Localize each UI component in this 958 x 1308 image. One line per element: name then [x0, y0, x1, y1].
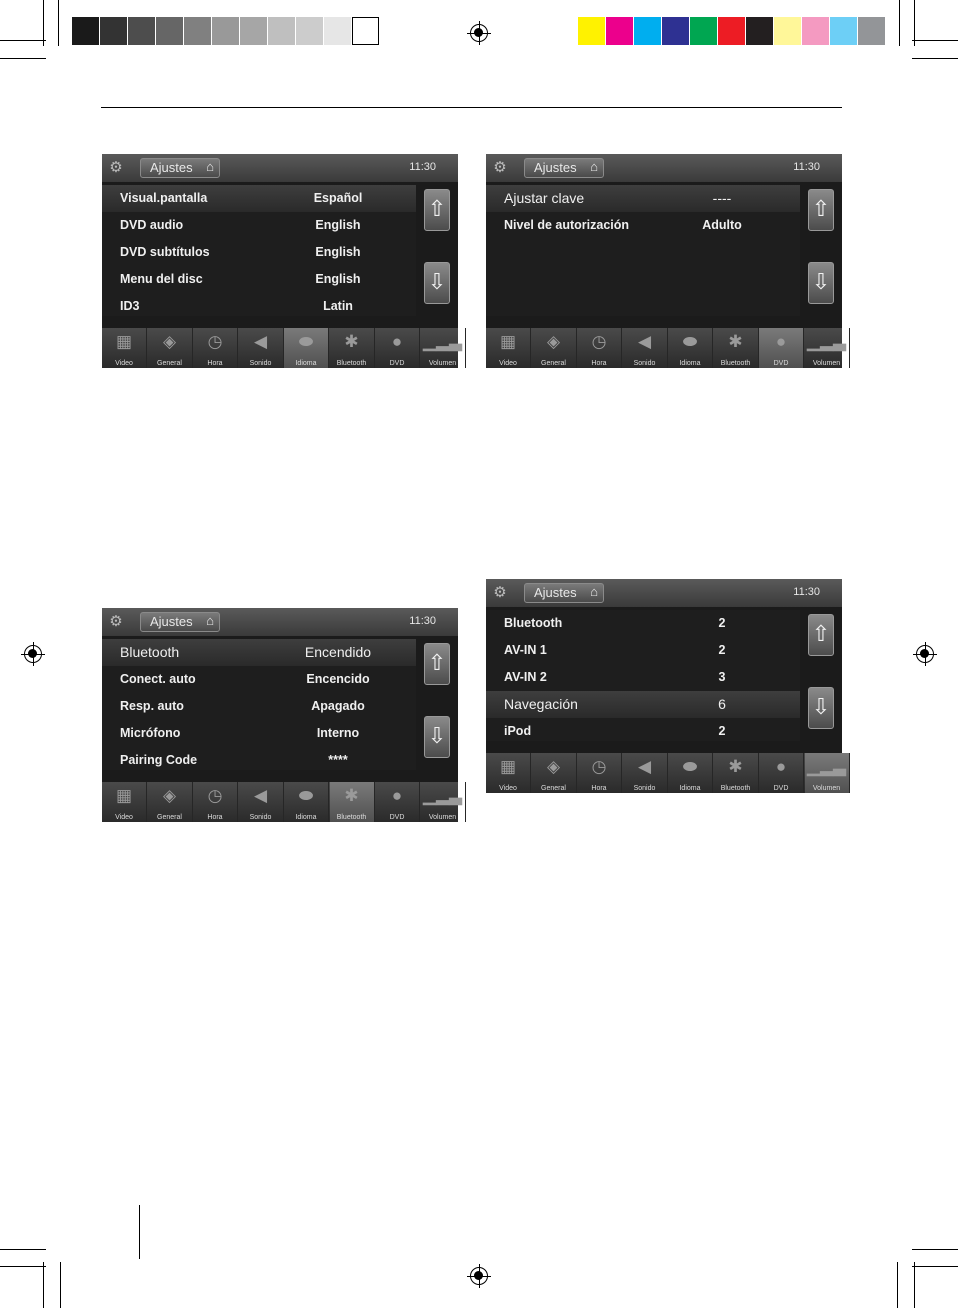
setting-value: English — [315, 245, 361, 259]
video-icon: ▦ — [499, 757, 517, 776]
tab-bluetooth[interactable] — [714, 753, 759, 793]
tab-label: Idioma — [295, 814, 317, 821]
setting-value: Apagado — [311, 699, 365, 713]
list-item[interactable] — [486, 637, 800, 664]
scroll-down-button[interactable]: ⇩ — [424, 716, 450, 758]
registration-mark-icon — [916, 645, 934, 663]
screen-language-settings — [102, 154, 463, 368]
settings-list — [102, 639, 416, 770]
clock-icon: ◷ — [591, 757, 607, 776]
tab-label: General — [157, 360, 182, 367]
speaker-icon: ◀ — [637, 757, 652, 776]
tab-idioma[interactable] — [284, 328, 329, 368]
tab-label: General — [541, 360, 566, 367]
tab-hora[interactable] — [577, 753, 622, 793]
clock-icon: ◷ — [207, 332, 223, 351]
settings-list — [102, 185, 416, 316]
video-icon: ▦ — [115, 786, 133, 805]
setting-value: 2 — [718, 616, 726, 630]
clock-icon: ◷ — [591, 332, 607, 351]
tab-label: Sonido — [633, 360, 656, 367]
tab-sonido[interactable] — [239, 782, 284, 822]
tab-label: DVD — [773, 360, 789, 367]
tab-label: DVD — [389, 814, 405, 821]
settings-tab-bar — [102, 328, 463, 368]
top-bar — [102, 608, 458, 636]
top-bar — [486, 579, 842, 607]
tab-hora[interactable] — [193, 328, 238, 368]
volume-icon: ▁▂▃ — [806, 757, 847, 776]
setting-label: Bluetooth — [504, 616, 563, 630]
list-item[interactable] — [486, 212, 800, 239]
general-icon: ◈ — [162, 332, 177, 351]
color-swatch — [352, 17, 379, 45]
crop-mark — [0, 1266, 46, 1267]
scroll-down-button[interactable]: ⇩ — [808, 262, 834, 304]
color-swatch — [830, 17, 857, 45]
color-swatch — [156, 17, 183, 45]
tab-label: Idioma — [295, 360, 317, 367]
setting-value: ---- — [712, 190, 732, 206]
tab-video[interactable] — [486, 328, 531, 368]
list-item[interactable] — [486, 185, 800, 212]
tab-label: Bluetooth — [720, 785, 751, 792]
list-item[interactable] — [486, 718, 800, 745]
scroll-up-button[interactable]: ⇧ — [808, 189, 834, 231]
setting-value: 6 — [718, 696, 726, 712]
setting-label: Ajustar clave — [504, 190, 585, 206]
speaker-icon: ◀ — [253, 786, 268, 805]
setting-value: Encencido — [306, 672, 370, 686]
crop-mark — [0, 1249, 46, 1250]
tab-label: Hora — [591, 360, 607, 367]
setting-label: Nivel de autorización — [504, 218, 630, 232]
tab-idioma[interactable] — [668, 328, 713, 368]
setting-label: DVD audio — [120, 218, 184, 232]
tab-bluetooth[interactable] — [330, 328, 375, 368]
crop-mark — [0, 58, 46, 59]
tab-label: Volumen — [428, 360, 457, 367]
tab-video[interactable] — [102, 782, 147, 822]
crop-mark — [912, 40, 958, 41]
color-swatch — [100, 17, 127, 45]
disc-icon: ● — [775, 332, 787, 351]
setting-value: Interno — [316, 726, 360, 740]
bluetooth-icon: ✱ — [344, 332, 359, 351]
setting-value: Adulto — [702, 218, 742, 232]
tab-volumen[interactable] — [805, 328, 850, 368]
setting-value: Latin — [323, 299, 353, 313]
tab-label: Volumen — [428, 814, 457, 821]
tab-volumen[interactable] — [421, 782, 466, 822]
bluetooth-icon: ✱ — [344, 786, 359, 805]
scroll-down-button[interactable]: ⇩ — [808, 687, 834, 729]
color-swatch — [128, 17, 155, 45]
bluetooth-icon: ✱ — [728, 332, 743, 351]
tab-general[interactable] — [532, 753, 577, 793]
list-item[interactable] — [102, 747, 416, 774]
list-item[interactable] — [102, 212, 416, 239]
crop-mark — [43, 1262, 44, 1308]
registration-mark-icon — [470, 1267, 488, 1285]
color-swatch — [296, 17, 323, 45]
setting-label: Pairing Code — [120, 753, 198, 767]
tab-sonido[interactable] — [623, 753, 668, 793]
setting-value: Español — [313, 191, 363, 205]
language-icon: ⬬ — [682, 332, 698, 351]
registration-mark-icon — [470, 24, 488, 42]
color-swatch — [324, 17, 351, 45]
tab-label: Bluetooth — [336, 814, 367, 821]
crop-mark — [914, 1262, 915, 1308]
tab-sonido[interactable] — [239, 328, 284, 368]
list-item[interactable] — [486, 664, 800, 691]
tab-label: DVD — [773, 785, 789, 792]
top-bar — [102, 154, 458, 182]
tab-volumen[interactable] — [421, 328, 466, 368]
top-bar — [486, 154, 842, 182]
video-icon: ▦ — [115, 332, 133, 351]
crop-mark — [897, 1262, 898, 1308]
color-swatch — [240, 17, 267, 45]
volume-icon: ▁▂▃ — [422, 786, 463, 805]
scroll-up-button[interactable]: ⇧ — [424, 189, 450, 231]
settings-app-icon[interactable]: ⚙ — [109, 613, 123, 630]
list-item[interactable] — [102, 639, 416, 666]
color-swatch — [606, 17, 633, 45]
tab-label: Video — [115, 360, 133, 367]
volume-icon: ▁▂▃ — [422, 332, 463, 351]
bluetooth-icon: ✱ — [728, 757, 743, 776]
crop-mark — [912, 1249, 958, 1250]
screen-bluetooth-settings — [102, 608, 463, 822]
tab-label: Bluetooth — [336, 360, 367, 367]
setting-label: Micrófono — [120, 726, 181, 740]
crop-mark — [912, 1266, 958, 1267]
screen-volume-settings — [486, 579, 847, 793]
screen-title: Ajustes — [150, 614, 193, 629]
color-swatch — [690, 17, 717, 45]
setting-label: Resp. auto — [120, 699, 184, 713]
tab-label: Sonido — [633, 785, 656, 792]
screen-title: Ajustes — [534, 585, 577, 600]
language-icon: ⬬ — [298, 786, 314, 805]
video-icon: ▦ — [499, 332, 517, 351]
color-swatch — [212, 17, 239, 45]
screen-title: Ajustes — [534, 160, 577, 175]
tab-label: Video — [115, 814, 133, 821]
volume-icon: ▁▂▃ — [806, 332, 847, 351]
clock-time: 11:30 — [793, 161, 820, 173]
list-item[interactable] — [102, 293, 416, 320]
setting-value: 3 — [718, 670, 726, 684]
color-swatch — [746, 17, 773, 45]
tab-label: General — [541, 785, 566, 792]
color-swatch — [634, 17, 661, 45]
tab-hora[interactable] — [577, 328, 622, 368]
color-swatch — [662, 17, 689, 45]
general-icon: ◈ — [162, 786, 177, 805]
tab-dvd[interactable] — [375, 328, 420, 368]
speaker-icon: ◀ — [253, 332, 268, 351]
settings-app-icon[interactable]: ⚙ — [493, 159, 507, 176]
title-home-button[interactable] — [524, 158, 604, 178]
tab-label: General — [157, 814, 182, 821]
crop-mark — [899, 0, 900, 46]
tab-idioma[interactable] — [284, 782, 329, 822]
tab-video[interactable] — [486, 753, 531, 793]
margin-rule — [139, 1205, 140, 1259]
tab-dvd[interactable] — [759, 328, 804, 368]
crop-mark — [60, 1262, 61, 1308]
setting-label: Navegación — [504, 696, 578, 712]
tab-general[interactable] — [532, 328, 577, 368]
tab-label: Sonido — [249, 360, 272, 367]
setting-label: Menu del disc — [120, 272, 203, 286]
color-swatch — [578, 17, 605, 45]
language-icon: ⬬ — [682, 757, 698, 776]
list-item[interactable] — [102, 693, 416, 720]
color-swatch — [774, 17, 801, 45]
setting-label: Visual.pantalla — [120, 191, 208, 205]
screen-title: Ajustes — [150, 160, 193, 175]
home-icon: ⌂ — [590, 584, 598, 599]
settings-app-icon[interactable]: ⚙ — [493, 584, 507, 601]
tab-volumen[interactable] — [805, 753, 850, 793]
tab-label: Hora — [207, 360, 223, 367]
header-rule — [101, 107, 842, 108]
list-item[interactable] — [102, 266, 416, 293]
tab-label: Sonido — [249, 814, 272, 821]
setting-label: Bluetooth — [120, 644, 180, 660]
title-home-button[interactable] — [140, 612, 220, 632]
tab-label: Volumen — [812, 785, 841, 792]
tab-label: Video — [499, 785, 517, 792]
color-swatch — [858, 17, 885, 45]
list-item[interactable] — [486, 610, 800, 637]
tab-general[interactable] — [148, 328, 193, 368]
crop-mark — [43, 0, 44, 46]
title-home-button[interactable] — [140, 158, 220, 178]
screen-dvd-settings — [486, 154, 847, 368]
settings-list — [486, 610, 800, 741]
tab-label: Video — [499, 360, 517, 367]
setting-label: iPod — [504, 724, 532, 738]
clock-time: 11:30 — [409, 161, 436, 173]
speaker-icon: ◀ — [637, 332, 652, 351]
tab-bluetooth[interactable] — [714, 328, 759, 368]
home-icon: ⌂ — [206, 159, 214, 174]
setting-value: English — [315, 218, 361, 232]
list-item[interactable] — [102, 666, 416, 693]
color-swatch — [802, 17, 829, 45]
color-swatch — [718, 17, 745, 45]
disc-icon: ● — [391, 332, 403, 351]
scroll-up-button[interactable]: ⇧ — [808, 614, 834, 656]
general-icon: ◈ — [546, 332, 561, 351]
language-icon: ⬬ — [298, 332, 314, 351]
tab-label: Idioma — [679, 360, 701, 367]
tab-idioma[interactable] — [668, 753, 713, 793]
tab-label: DVD — [389, 360, 405, 367]
list-item[interactable] — [102, 720, 416, 747]
clock-icon: ◷ — [207, 786, 223, 805]
tab-label: Hora — [591, 785, 607, 792]
settings-tab-bar — [102, 782, 463, 822]
disc-icon: ● — [391, 786, 403, 805]
setting-label: ID3 — [120, 299, 140, 313]
crop-mark — [914, 0, 915, 46]
crop-mark — [912, 58, 958, 59]
tab-label: Volumen — [812, 360, 841, 367]
general-icon: ◈ — [546, 757, 561, 776]
crop-mark — [0, 40, 46, 41]
tab-dvd[interactable] — [375, 782, 420, 822]
crop-mark — [58, 0, 59, 46]
disc-icon: ● — [775, 757, 787, 776]
tab-general[interactable] — [148, 782, 193, 822]
tab-hora[interactable] — [193, 782, 238, 822]
tab-label: Hora — [207, 814, 223, 821]
home-icon: ⌂ — [206, 613, 214, 628]
settings-list — [486, 185, 800, 316]
setting-value: Encendido — [304, 644, 372, 660]
setting-value: **** — [328, 753, 348, 767]
list-item[interactable] — [102, 239, 416, 266]
tab-video[interactable] — [102, 328, 147, 368]
title-home-button[interactable] — [524, 583, 604, 603]
settings-tab-bar — [486, 753, 847, 793]
setting-label: AV-IN 1 — [504, 643, 547, 657]
registration-mark-icon — [24, 645, 42, 663]
setting-label: Conect. auto — [120, 672, 196, 686]
tab-dvd[interactable] — [759, 753, 804, 793]
tab-sonido[interactable] — [623, 328, 668, 368]
scroll-down-button[interactable]: ⇩ — [424, 262, 450, 304]
color-swatch — [184, 17, 211, 45]
clock-time: 11:30 — [409, 615, 436, 627]
home-icon: ⌂ — [590, 159, 598, 174]
settings-app-icon[interactable]: ⚙ — [109, 159, 123, 176]
settings-tab-bar — [486, 328, 847, 368]
clock-time: 11:30 — [793, 586, 820, 598]
tab-label: Bluetooth — [720, 360, 751, 367]
setting-value: English — [315, 272, 361, 286]
tab-bluetooth[interactable] — [330, 782, 375, 822]
setting-label: DVD subtítulos — [120, 245, 210, 259]
color-swatch — [268, 17, 295, 45]
color-swatch — [72, 17, 99, 45]
list-item[interactable] — [102, 185, 416, 212]
setting-value: 2 — [718, 643, 726, 657]
setting-value: 2 — [718, 724, 726, 738]
scroll-up-button[interactable]: ⇧ — [424, 643, 450, 685]
list-item[interactable] — [486, 691, 800, 718]
setting-label: AV-IN 2 — [504, 670, 547, 684]
tab-label: Idioma — [679, 785, 701, 792]
